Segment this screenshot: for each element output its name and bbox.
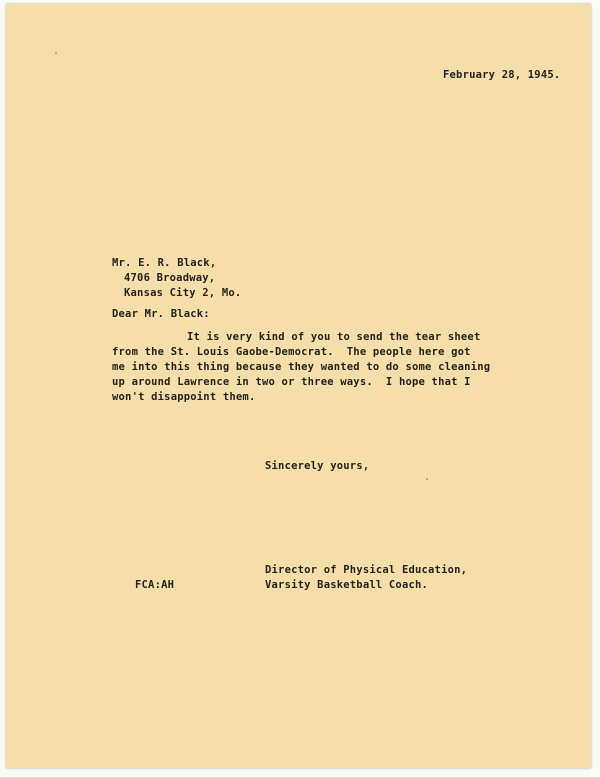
paper-speck	[426, 478, 428, 480]
salutation: Dear Mr. Black:	[112, 308, 210, 320]
letter-date: February 28, 1945.	[443, 69, 561, 81]
letter-page	[6, 4, 591, 768]
closing: Sincerely yours,	[265, 460, 370, 472]
body-line: from the St. Louis Gaobe-Democrat. The people here got	[112, 346, 471, 358]
body-line: won't disappoint them.	[112, 391, 256, 403]
recipient-street: 4706 Broadway,	[124, 272, 216, 284]
paper-speck	[55, 52, 57, 54]
recipient-name: Mr. E. R. Black,	[112, 257, 217, 269]
signature-title-director: Director of Physical Education,	[265, 564, 468, 576]
body-line: me into this thing because they wanted to do some cleaning	[112, 361, 491, 373]
body-line: up around Lawrence in two or three ways. I hope that I	[112, 376, 471, 388]
signature-title-coach: Varsity Basketball Coach.	[265, 579, 429, 591]
body-line: It is very kind of you to send the tear sheet	[187, 331, 481, 343]
recipient-city: Kansas City 2, Mo.	[124, 287, 242, 299]
reference-initials: FCA:AH	[135, 579, 175, 591]
